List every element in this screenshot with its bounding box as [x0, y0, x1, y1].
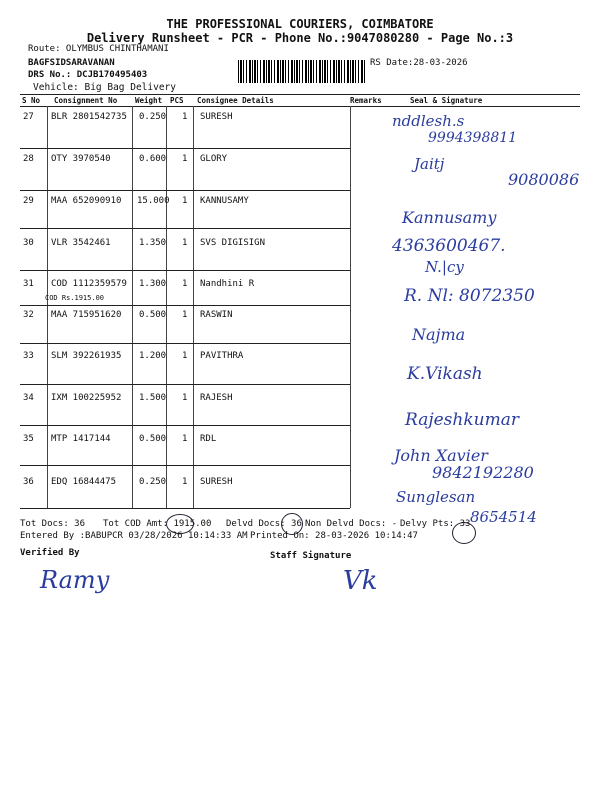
table-row-weight: 1.200: [139, 351, 167, 361]
page-subtitle: Delivery Runsheet - PCR - Phone No.:9047080280 - Page No.:3: [86, 31, 514, 45]
table-row-consignment: COD 1112359579: [51, 279, 127, 289]
table-row-consignee: GLORY: [200, 154, 228, 164]
row-separator: [20, 508, 350, 509]
handwritten-signature: John Xavier: [394, 446, 488, 465]
col-header-pcs: PCS: [170, 96, 184, 105]
handwritten-signature: Najma: [412, 325, 466, 344]
handwritten-signature: 9842192280: [432, 463, 534, 482]
page-title: THE PROFESSIONAL COURIERS, COIMBATORE: [166, 17, 434, 31]
col-divider: [166, 106, 167, 508]
table-row-weight: 1.350: [139, 238, 167, 248]
table-row-weight: 15.000: [137, 196, 170, 206]
table-row-weight: 0.600: [139, 154, 167, 164]
handwritten-signature: 4363600467.: [392, 236, 506, 256]
delivered-docs: Delvd Docs: 36: [226, 519, 302, 529]
col-header-seal: Seal & Signature: [410, 96, 483, 105]
table-row-consignee: SVS DIGISIGN: [200, 238, 266, 248]
staff-name: BAGFSIDSARAVANAN: [28, 58, 115, 68]
table-row-sno: 33: [23, 351, 34, 361]
handwritten-signature: Sunglesan: [396, 488, 476, 506]
table-row-consignee: RASWIN: [200, 310, 233, 320]
verified-signature: Ramy: [40, 566, 110, 594]
table-row-consignee: SURESH: [200, 477, 233, 487]
table-row-sno: 32: [23, 310, 34, 320]
header-top-rule: [20, 94, 580, 95]
handwritten-signature: Jaitj: [414, 155, 445, 173]
table-row-pcs: 1: [182, 434, 188, 444]
table-row-pcs: 1: [182, 196, 188, 206]
table-row-consignment: VLR 3542461: [51, 238, 111, 248]
table-row-consignment: MTP 1417144: [51, 434, 111, 444]
handwritten-signature: 9994398811: [428, 130, 518, 146]
rs-date: RS Date:28-03-2026: [370, 58, 468, 68]
table-row-weight: 1.300: [139, 279, 167, 289]
table-row-sno: 27: [23, 112, 34, 122]
row-separator: [20, 148, 350, 149]
table-row-consignment: OTY 3970540: [51, 154, 111, 164]
table-row-weight: 0.250: [139, 112, 167, 122]
table-row-consignee: SURESH: [200, 112, 233, 122]
table-row-pcs: 1: [182, 477, 188, 487]
table-row-sno: 30: [23, 238, 34, 248]
table-row-pcs: 1: [182, 351, 188, 361]
table-row-sno: 29: [23, 196, 34, 206]
staff-signature-label: Staff Signature: [270, 551, 352, 561]
barcode: [238, 60, 366, 83]
row-separator: [20, 465, 350, 466]
table-row-sno: 34: [23, 393, 34, 403]
table-row-pcs: 1: [182, 238, 188, 248]
entered-by: Entered By :BABUPCR 03/28/2026 10:14:33 AM: [20, 531, 248, 541]
table-row-sno: 31: [23, 279, 34, 289]
header-bottom-rule: [20, 106, 580, 107]
handwritten-signature: 8654514: [470, 508, 537, 526]
handwritten-signature: nddlesh.s: [392, 112, 465, 130]
col-divider: [47, 106, 48, 508]
col-header-consignment: Consignment No: [54, 96, 118, 105]
table-row-consignee: KANNUSAMY: [200, 196, 249, 206]
total-cod-amount: Tot COD Amt: 1915.00: [103, 519, 212, 529]
handwritten-signature: Rajeshkumar: [405, 410, 519, 430]
ink-circle: [452, 522, 476, 544]
table-row-pcs: 1: [182, 393, 188, 403]
table-row-consignment: MAA 652090910: [51, 196, 122, 206]
col-divider: [132, 106, 133, 508]
row-separator: [20, 384, 350, 385]
total-docs: Tot Docs: 36: [20, 519, 86, 529]
table-row-consignment: SLM 392261935: [51, 351, 122, 361]
table-row-pcs: 1: [182, 279, 188, 289]
handwritten-signature: 9080086: [508, 170, 580, 189]
row-separator: [20, 305, 350, 306]
row-separator: [20, 228, 350, 229]
delivery-points: Delvy Pts: 33: [400, 519, 471, 529]
col-header-sno: S No: [22, 96, 41, 105]
verified-by-label: Verified By: [20, 548, 80, 558]
table-row-pcs: 1: [182, 310, 188, 320]
table-row-sno: 35: [23, 434, 34, 444]
table-row-weight: 0.250: [139, 477, 167, 487]
col-divider: [350, 106, 351, 508]
handwritten-signature: N.|cy: [425, 258, 464, 276]
table-row-consignment: EDQ 16844475: [51, 477, 117, 487]
col-header-consignee: Consignee Details: [197, 96, 274, 105]
table-row-sno: 28: [23, 154, 34, 164]
table-row-weight: 0.500: [139, 434, 167, 444]
table-row-consignee: RDL: [200, 434, 217, 444]
col-header-weight: Weight: [135, 96, 163, 105]
route-label: Route: OLYMBUS CHINTHAMANI: [28, 44, 169, 54]
table-row-consignment: BLR 2801542735: [51, 112, 127, 122]
handwritten-signature: K.Vikash: [407, 364, 483, 384]
row-separator: [20, 425, 350, 426]
row-separator: [20, 343, 350, 344]
col-divider: [193, 106, 194, 508]
drs-number: DRS No.: DCJB170495403: [28, 70, 148, 80]
vehicle-label: Vehicle: Big Bag Delivery: [33, 82, 176, 93]
handwritten-signature: R. Nl: 8072350: [404, 286, 535, 306]
cod-amount: COD Rs.1915.00: [45, 294, 105, 302]
table-row-weight: 1.500: [139, 393, 167, 403]
table-row-consignment: MAA 715951620: [51, 310, 122, 320]
table-row-sno: 36: [23, 477, 34, 487]
table-row-consignee: RAJESH: [200, 393, 233, 403]
row-separator: [20, 190, 350, 191]
table-row-consignment: IXM 100225952: [51, 393, 122, 403]
table-row-consignee: PAVITHRA: [200, 351, 244, 361]
table-row-consignee: Nandhini R: [200, 279, 255, 289]
handwritten-signature: Kannusamy: [402, 208, 497, 227]
table-row-pcs: 1: [182, 112, 188, 122]
col-header-remarks: Remarks: [350, 96, 382, 105]
row-separator: [20, 270, 350, 271]
table-row-weight: 0.500: [139, 310, 167, 320]
staff-signature-mark: Vk: [343, 566, 378, 596]
printed-on: Printed On: 28-03-2026 10:14:47: [250, 531, 418, 541]
table-row-pcs: 1: [182, 154, 188, 164]
non-delivered-docs: Non Delvd Docs: -: [305, 519, 398, 529]
